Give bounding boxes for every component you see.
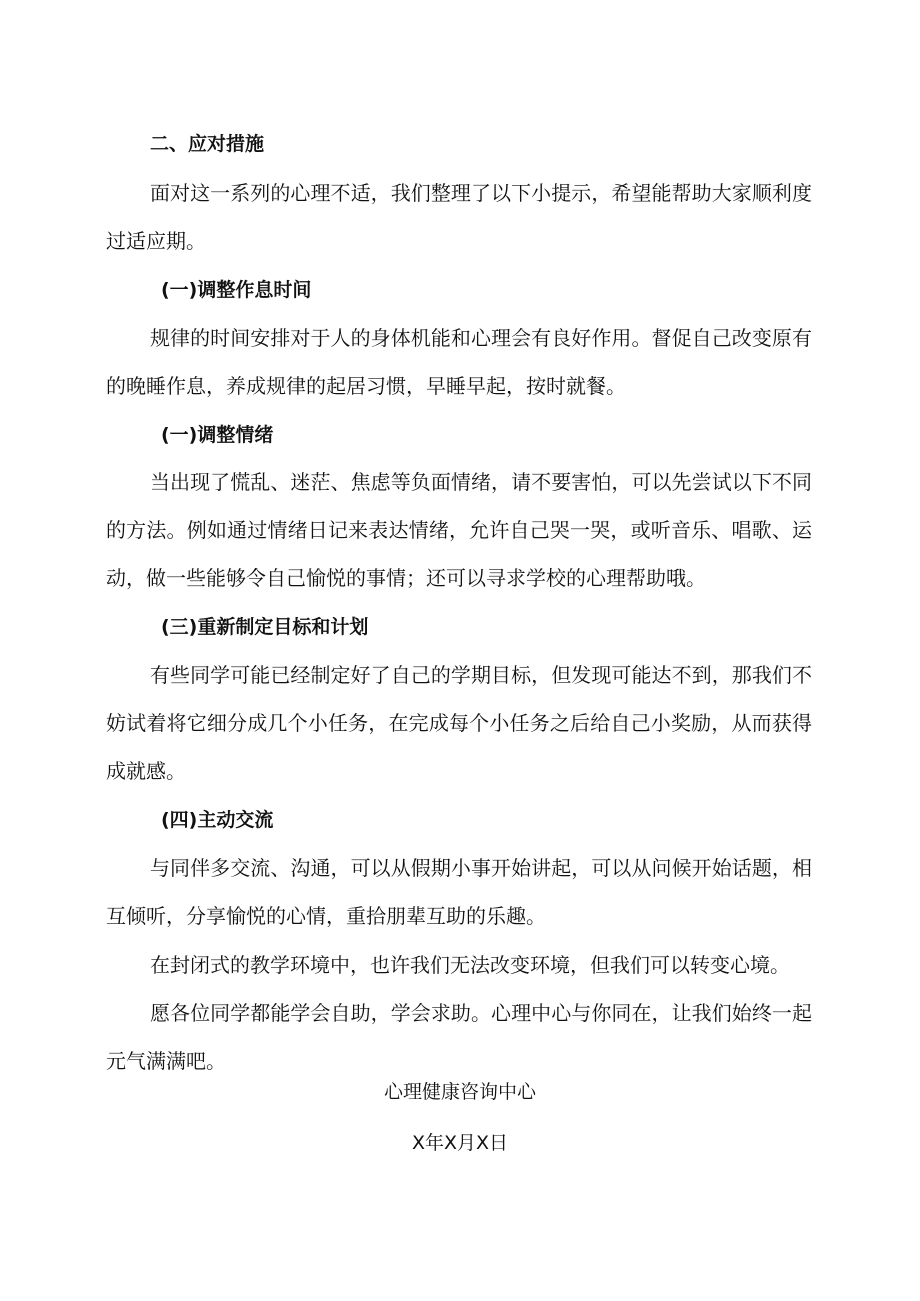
paragraph-line: 当出现了慌乱、迷茫、焦虑等负面情绪，请不要害怕，可以先尝试以下不同	[150, 470, 812, 494]
closing-paragraph-1: 在封闭式的教学环境中，也许我们无法改变环境，但我们可以转变心境。	[150, 953, 790, 977]
paragraph-line: 互倾听，分享愉悦的心情，重拾朋辈互助的乐趣。	[106, 904, 546, 928]
section-title: 二、应对措施	[150, 133, 265, 155]
heading-reset-goals: (三)重新制定目标和计划	[161, 616, 369, 638]
paragraph-line: 妨试着将它细分成几个小任务，在完成每个小任务之后给自己小奖励，从而获得	[106, 711, 812, 735]
intro-line-2: 过适应期。	[106, 229, 206, 253]
paragraph-line: 成就感。	[106, 759, 186, 783]
paragraph-line: 规律的时间安排对于人的身体机能和心理会有良好作用。督促自己改变原有	[150, 326, 812, 350]
signature-date: X年X月X日	[411, 1132, 509, 1154]
paragraph-line: 动，做一些能够令自己愉悦的事情；还可以寻求学校的心理帮助哦。	[106, 566, 706, 590]
paragraph-line: 的方法。例如通过情绪日记来表达情绪，允许自己哭一哭，或听音乐、唱歌、运	[106, 518, 812, 542]
paragraph-line: 与同伴多交流、沟通，可以从假期小事开始讲起，可以从问候开始话题，相	[150, 856, 812, 880]
paragraph-line: 有些同学可能已经制定好了自己的学期目标，但发现可能达不到，那我们不	[150, 663, 812, 687]
closing-paragraph-2-line-1: 愿各位同学都能学会自助，学会求助。心理中心与你同在，让我们始终一起	[150, 1001, 812, 1025]
signature-organization: 心理健康咨询中心	[383, 1081, 536, 1103]
intro-line-1: 面对这一系列的心理不适，我们整理了以下小提示，希望能帮助大家顺利度	[150, 181, 812, 205]
heading-adjust-schedule: (一)调整作息时间	[161, 279, 312, 301]
heading-communicate: (四)主动交流	[161, 809, 274, 831]
paragraph-line: 的晚睡作息，养成规律的起居习惯，早睡早起，按时就餐。	[106, 374, 626, 398]
closing-paragraph-2-line-2: 元气满满吧。	[106, 1049, 226, 1073]
heading-adjust-emotions: (一)调整情绪	[161, 424, 274, 446]
